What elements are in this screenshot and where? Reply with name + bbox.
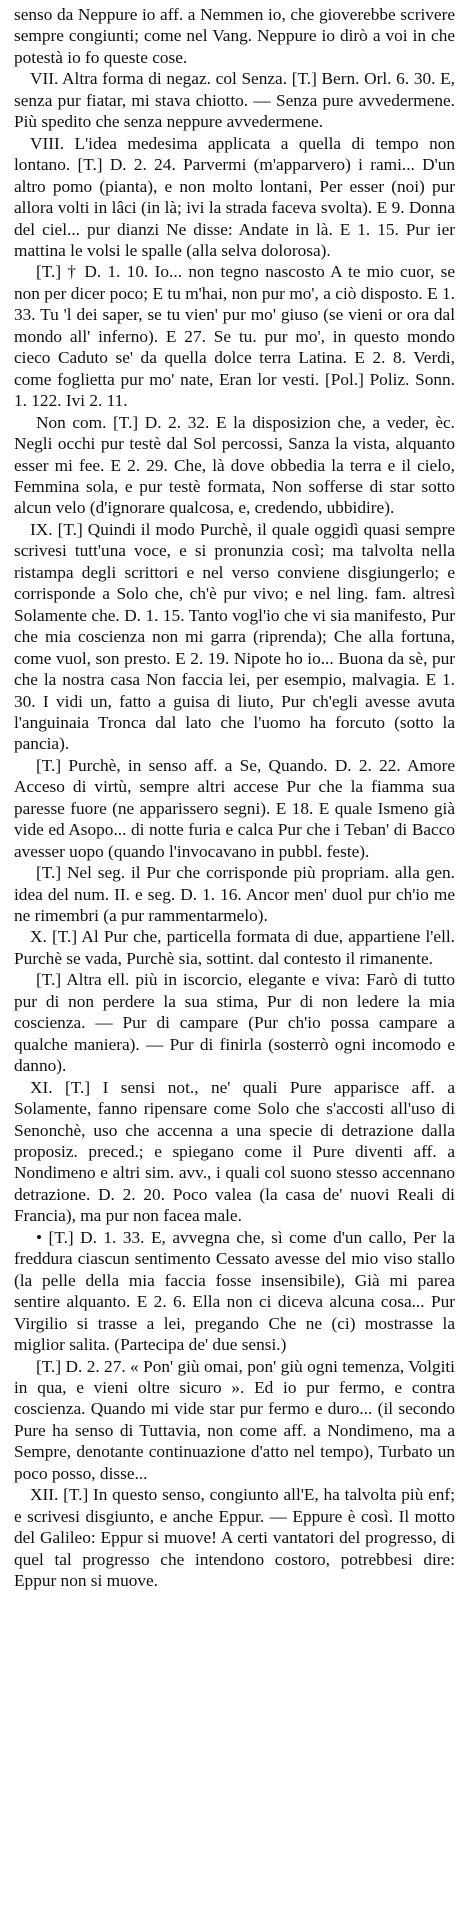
paragraph-dante-temenza: [T.] D. 2. 27. « Pon' giù omai, pon' giù ogni temenza, Volgiti in qua, e vieni oltre sicuro ». Ed io pur fermo, e contra coscienza. Quando mi vide star pur fermo e duro... (il secondo Pure ha senso di Tuttavia, non come aff. a Nondimeno, ma a Sempre, denotante continuazione d'atto nel tempo), Turbato un poco posso, disse... bbox=[14, 1356, 455, 1483]
paragraph-section-vii: VII. Altra forma di negaz. col Senza. [T.] Bern. Orl. 6. 30. E, senza pur fiatar, mi stava chiotto. — Senza pure avvedermene. Più spedito che senza neppure avvedermene. bbox=[14, 69, 455, 132]
paragraph-dante-pur-mo: [T.] † D. 1. 10. Io... non tegno nascosto A te mio cuor, se non per dicer poco; E tu m'hai, non pur mo', a ciò disposto. E 1. 33. Tu 'l dei saper, se tu vien' pur mo' giuso (se vieni or ora dal mondo all' inferno). E 27. Se tu. pur mo', in questo mondo cieco Caduto se' da quella dolce terra Latina. E 2. 8. Verdi, come foglietta pur mo' nate, Eran lor vesti. [Pol.] Poliz. Sonn. 1. 122. Ivi 2. 11. bbox=[14, 262, 455, 411]
paragraph-continuation: senso da Neppure io aff. a Nemmen io, che gioverebbe scrivere sempre congiunti; come nel Vang. Neppure io dirò a voi in che potestà io fo queste cose. bbox=[14, 5, 455, 67]
paragraph-section-xi: XI. [T.] I sensi not., ne' quali Pure apparisce aff. a Solamente, fanno ripensare come Solo che s'accosti all'uso di Senonchè, uso che accenna a una specie di detrazione dalla proposiz. preced.; e spiegano come il Pure diventi aff. a Nondimeno e altri sim. avv., i quali col suono stesso accennano detrazione. D. 2. 20. Poco valea (la casa de' nuovi Reali di Francia), ma pur non facea male. bbox=[14, 1077, 455, 1226]
paragraph-section-xii: XII. [T.] In questo senso, congiunto all'E, ha talvolta più enf; e scrivesi disgiunto, e anche Eppur. — Eppure è così. Il motto del Galileo: Eppur si muove! A certi vantatori del progresso, di quel tal progresso che intendono costoro, potrebbesi dire: Eppur non si muove. bbox=[14, 1485, 455, 1591]
paragraph-section-ix: IX. [T.] Quindi il modo Purchè, il quale oggidì quasi sempre scrivesi tutt'una voce, e si pronunzia così; ma talvolta nella ristampa degli scrittori e nel verso conviene disgiungerlo; e corrisponde a Solo che, ch'è pur vivo; e nel ling. fam. altresì Solamente che. D. 1. 15. Tanto vogl'io che vi sia manifesto, Pur che mia coscienza non mi garra (riprenda); Che alla fortuna, come vuol, son presto. E 2. 19. Nipote ho io... Buona da sè, pur che la nostra casa Non faccia lei, per esempio, malvagia. E 1. 30. I vidi un, fatto a guisa di liuto, Pur ch'egli avesse avuta l'anguinaia Tronca dal lato che l'uomo ha forcuto (sotto la pancia). bbox=[14, 519, 455, 754]
paragraph-section-x: X. [T.] Al Pur che, particella formata di due, appartiene l'ell. Purchè se vada, Purchè sia, sottint. dal contesto il rimanente. bbox=[14, 927, 455, 968]
paragraph-section-viii: VIII. L'idea medesima applicata a quella di tempo non lontano. [T.] D. 2. 24. Parvermi (m'apparvero) i rami... D'un altro pomo (pianta), e non molto lontani, Per esser (noi) pur allora volti in lâci (in là; ivi la strada faceva svolta). E 9. Donna del ciel... pur dianzi Ne disse: Andate in là. E 1. 15. Pur ier mattina le volsi le spalle (alla selva dolorosa). bbox=[14, 133, 455, 260]
paragraph-pur-che-seg: [T.] Nel seg. il Pur che corrisponde più propriam. alla gen. idea del num. II. e seg. D. 1. 16. Ancor men' duol pur ch'io me ne rimembri (a pur rammentarmelo). bbox=[14, 863, 455, 926]
paragraph-non-com: Non com. [T.] D. 2. 32. E la disposizion che, a veder, èc. Negli occhi pur testè dal Sol percossi, Sanza la vista, alquanto esser mi fee. E 2. 29. Che, là dove obbedia la terra e il cielo, Femmina sola, e pur testè formata, Non sofferse di star sotto alcun velo (d'ignorare qualcosa, e, credendo, ubbidire). bbox=[14, 412, 455, 518]
paragraph-purche-se-quando: [T.] Purchè, in senso aff. a Se, Quando. D. 2. 22. Amore Acceso di virtù, sempre altri accese Pur che la fiamma sua paresse fuore (ne apparissero segni). E 18. E quale Ismeno già vide ed Asopo... di notte furia e calca Pur che i Teban' di Bacco avesser uopo (quando l'invocavano in pubbl. feste). bbox=[14, 755, 455, 861]
paragraph-altra-ell: [T.] Altra ell. più in iscorcio, elegante e viva: Farò di tutto pur di non perdere la sua stima, Pur di non ledere la mia coscienza. — Pur di campare (Pur ch'io possa campare a qualche maniera). — Pur di finirla (sosterrò ogni incomodo e danno). bbox=[14, 970, 455, 1076]
paragraph-dante-callo: • [T.] D. 1. 33. E, avvegna che, sì come d'un callo, Per la freddura ciascun sentimento Cessato avesse del mio viso stallo (la pelle della mia faccia fosse insensibile), Già mi parea sentire alquanto. E 2. 6. Ella non ci diceva alcuna cosa... Pur Virgilio si trasse a lei, pregando Che ne (ci) mostrasse la miglior salita. (Partecipa de' due sensi.) bbox=[14, 1227, 455, 1355]
